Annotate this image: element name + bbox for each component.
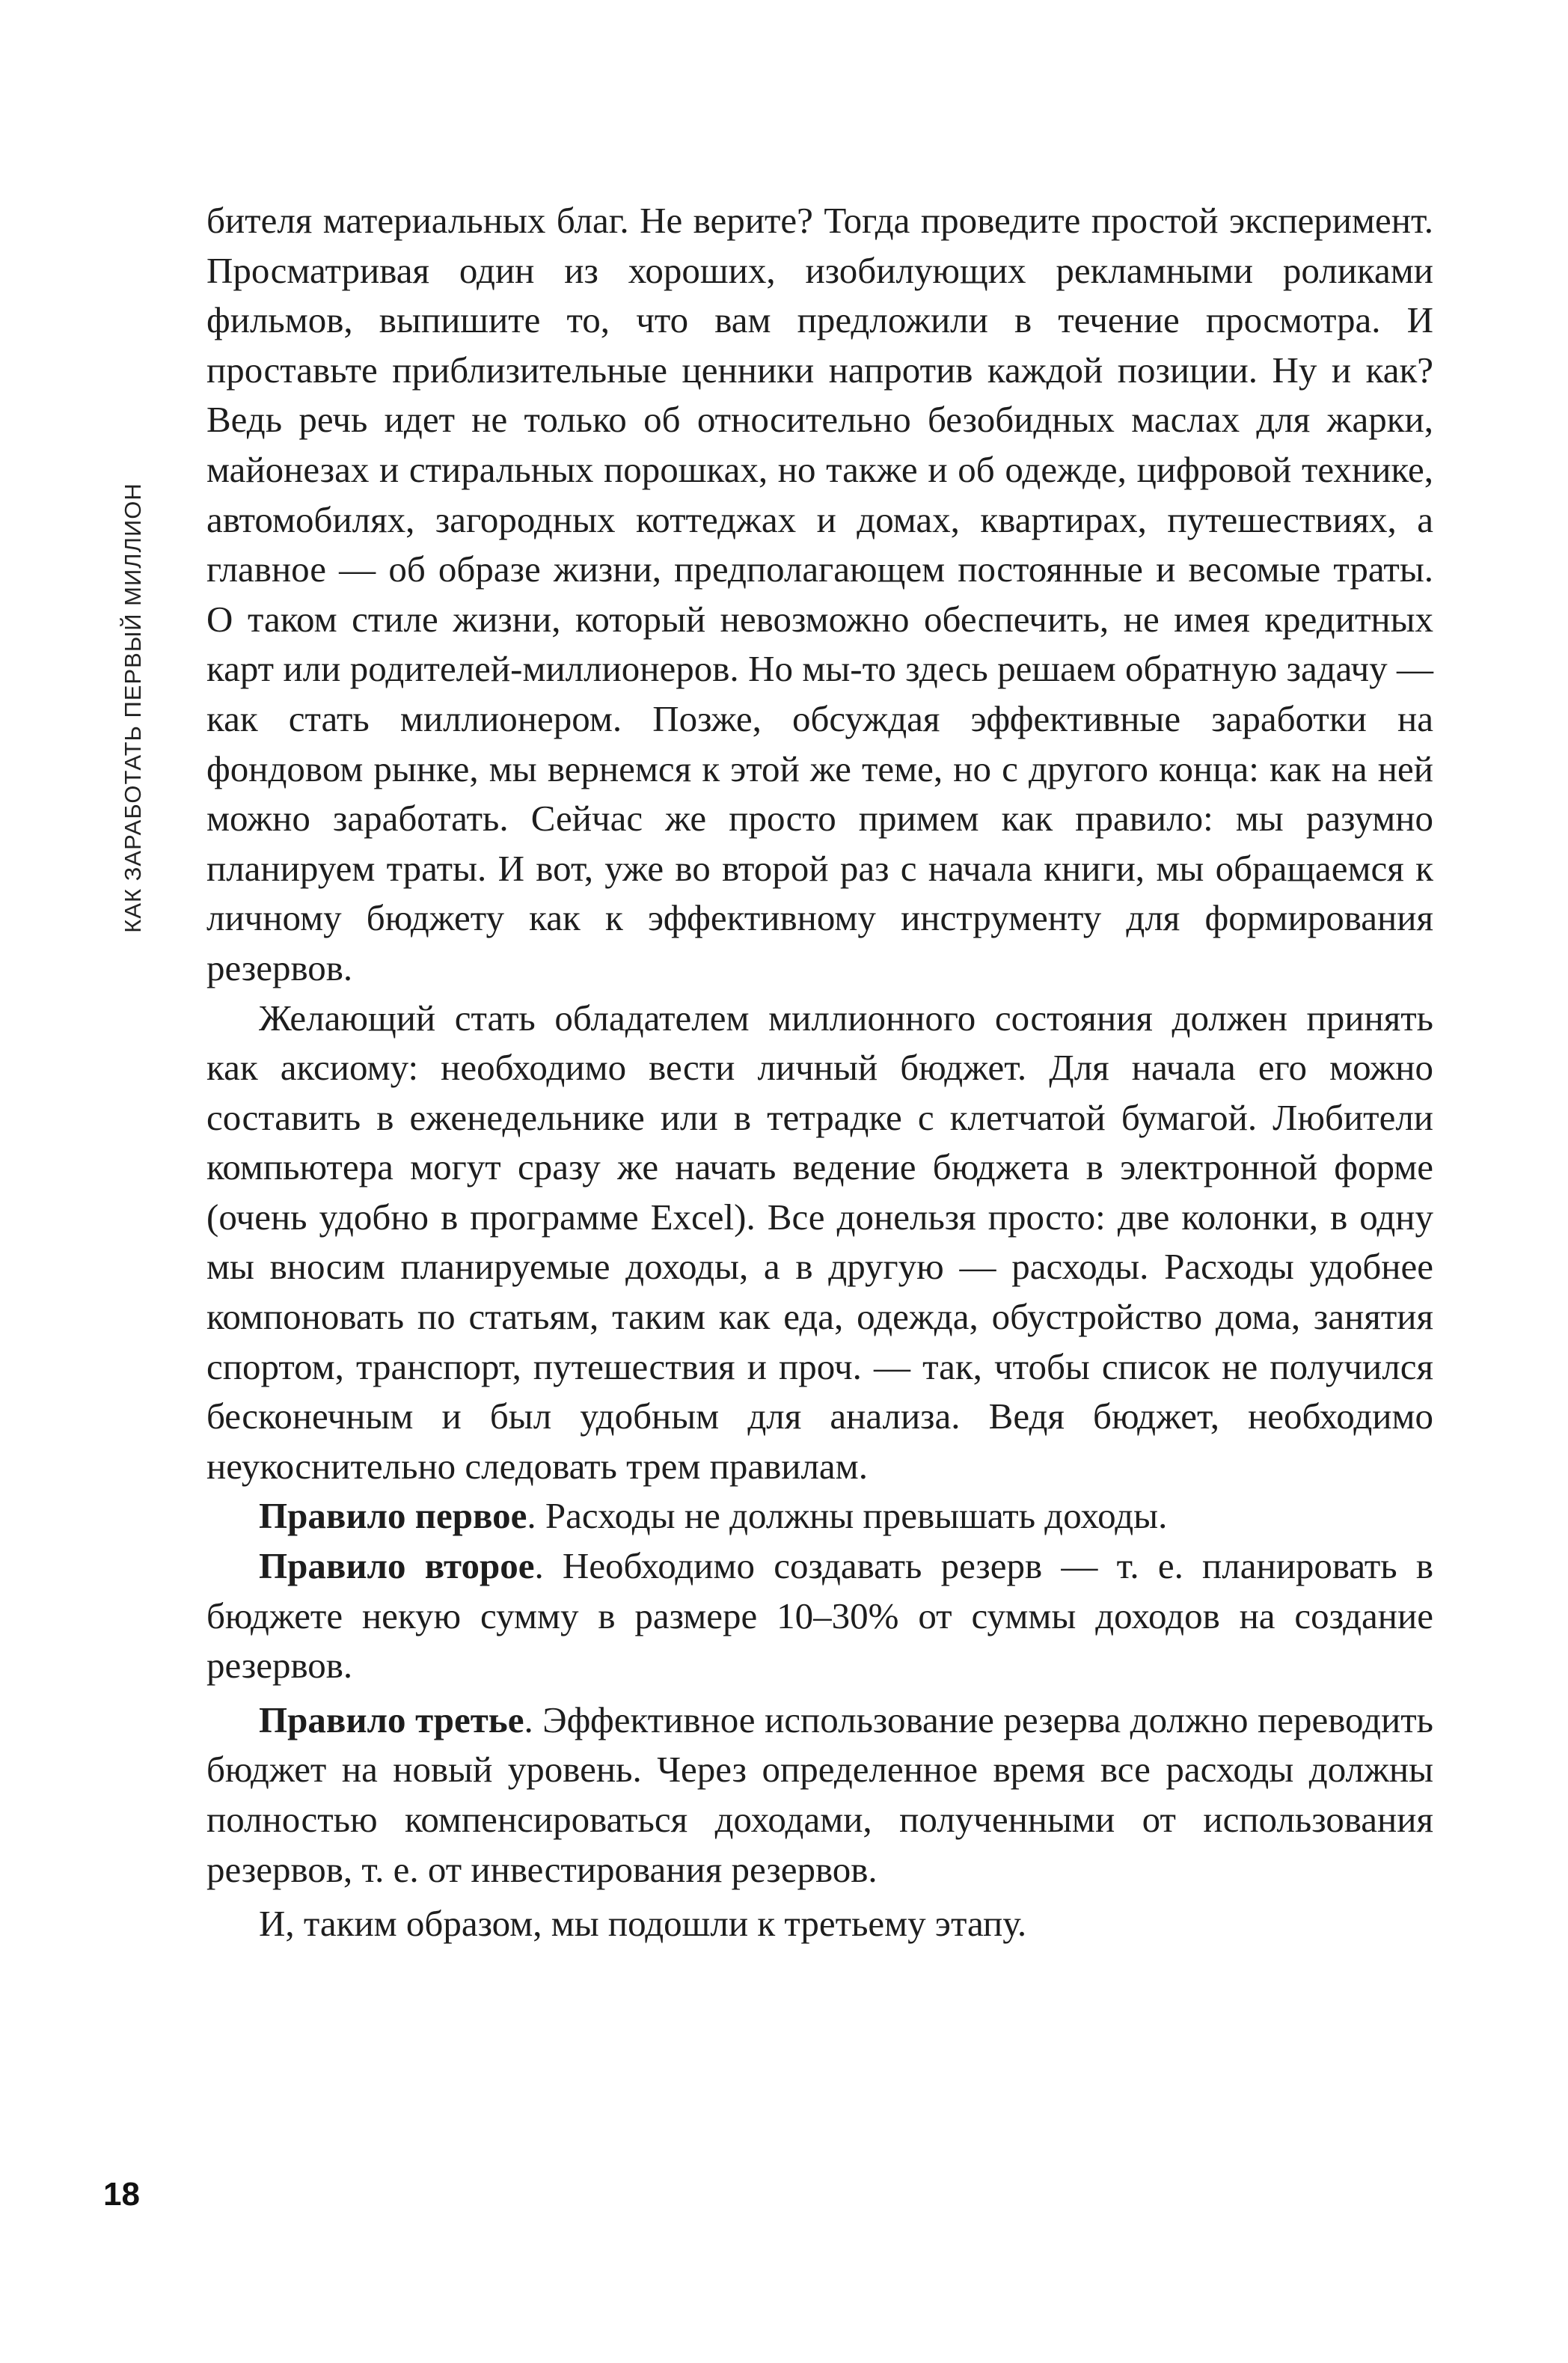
rule-2-title: Правило второе bbox=[259, 1545, 535, 1587]
rule-1-title: Правило первое bbox=[259, 1495, 527, 1537]
rule-1 bbox=[206, 1491, 1433, 1541]
rule-3 bbox=[206, 1696, 1433, 1895]
rule-3-text: . Эффективное использование резерва должно переводить бюджет на новый уровень. Через определенное время все расходы должны полностью компенсироваться доходами, полученными от использования резервов, т. е. от инвестирования резервов. bbox=[206, 1699, 1433, 1890]
rule-3-title: Правило третье bbox=[259, 1699, 524, 1740]
closing-paragraph: И, таким образом, мы подошли к третьему этапу. bbox=[259, 1903, 1027, 1945]
rule-2-text: . Необходимо создавать резерв — т. е. планировать в бюджете некую сумму в размере 10–30% от суммы доходов на создание резервов. bbox=[206, 1545, 1434, 1687]
page-number: 18 bbox=[103, 2176, 140, 2213]
rule-1-text: . Расходы не должны превышать доходы. bbox=[527, 1495, 1168, 1537]
running-head-text: КАК ЗАРАБОТАТЬ ПЕРВЫЙ МИЛЛИОН bbox=[120, 483, 146, 933]
paragraph-2: Желающий стать обладателем миллионного состояния должен принять как аксиому: необходимо вести личный бюджет. Для начала его можно составить в еженедельнике или в тетрадке с клетчатой бумагой. Любители компьютера могут сразу же начать ведение бюджета в электронной форме (очень удобно в программе Excel). Все донельзя просто: две колонки, в одну мы вносим планируемые доходы, а в другую — расходы. Расходы удобнее компоновать по статьям, таким как еда, одежда, обустройство дома, занятия спортом, транспорт, путешествия и проч. — так, чтобы список не получился бесконечным и был удобным для анализа. Ведя бюджет, необходимо неукоснительно следовать трем правилам. bbox=[206, 997, 1433, 1487]
rule-2 bbox=[206, 1541, 1433, 1691]
page-body bbox=[206, 196, 1433, 1949]
paragraph-1: бителя материальных благ. Не верите? Тогда проведите простой эксперимент. Просматривая один из хороших, изобилующих рекламными роликами фильмов, выпишите то, что вам предложили в течение просмотра. И проставьте приблизительные ценники напротив каждой позиции. Ну и как? Ведь речь идет не только об относительно безобидных маслах для жарки, майонезах и стиральных порошках, но также и об одежде, цифровой технике, автомобилях, загородных коттеджах и домах, квартирах, путешествиях, а главное — об образе жизни, предполагающем постоянные и весомые траты. О таком стиле жизни, который невозможно обеспечить, не имея кредитных карт или родителей-миллионеров. Но мы-то здесь решаем обратную задачу — как стать миллионером. Позже, обсуждая эффективные заработки на фондовом рынке, мы вернемся к этой же теме, но с другого конца: как на ней можно заработать. Сейчас же просто примем как правило: мы разумно планируем траты. И вот, уже во второй раз с начала книги, мы обращаемся к личному бюджету как к эффективному инструменту для формирования резервов. bbox=[206, 200, 1433, 988]
